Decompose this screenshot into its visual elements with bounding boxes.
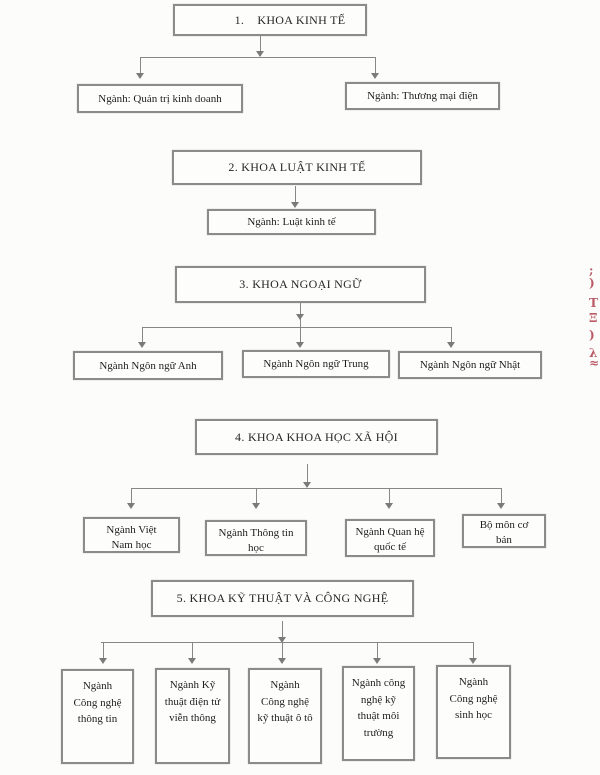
connector-line	[101, 642, 474, 643]
nganh-label: Ngành Ngôn ngữ Nhật	[419, 359, 521, 371]
arrow-down-icon	[469, 658, 477, 664]
nganh-label-line: Công nghệ	[261, 695, 309, 708]
khoa-1-box	[173, 4, 367, 36]
connector-line	[389, 488, 390, 503]
nganh-label: Ngành: Quản trị kinh doanh	[98, 92, 222, 105]
connector-line	[142, 327, 143, 342]
nganh-label: Ngành Ngôn ngữ Trung	[263, 358, 369, 370]
nganh-luat-kinh-te-box	[207, 209, 376, 235]
arrow-down-icon	[188, 658, 196, 664]
arrow-down-icon	[371, 73, 379, 79]
nganh-ngon-ngu-nhat-box	[398, 351, 542, 379]
khoa-5-title: 5. KHOA KỸ THUẬT VÀ CÔNG NGHỆ	[176, 591, 389, 605]
connector-line	[282, 621, 283, 637]
khoa-5-box	[151, 580, 414, 617]
arrow-down-icon	[136, 73, 144, 79]
nganh-label-line: Nam học	[111, 539, 152, 551]
arrow-down-icon	[138, 342, 146, 348]
arrow-down-icon	[252, 503, 260, 509]
connector-line	[103, 642, 104, 658]
nganh-label: Ngành: Thương mại điện	[367, 90, 478, 102]
connector-line	[131, 488, 132, 503]
red-margin-annotation: )	[589, 328, 595, 342]
connector-line	[451, 327, 452, 342]
khoa-2-box	[172, 150, 422, 185]
nganh-label-line: Ngành Kỹ	[169, 679, 216, 691]
nganh-cong-nghe-thong-tin-box	[61, 669, 134, 764]
nganh-label-line: học	[248, 542, 264, 554]
nganh-ngon-ngu-trung-box	[242, 350, 390, 378]
nganh-cong-nghe-ky-thuat-moi-truong-box	[342, 666, 415, 761]
khoa-3-title: 3. KHOA NGOẠI NGỮ	[239, 277, 362, 291]
connector-line	[377, 642, 378, 658]
nganh-label: Ngành: Luật kinh tế	[247, 216, 336, 228]
arrow-down-icon	[99, 658, 107, 664]
red-margin-annotation: ≈	[589, 356, 600, 370]
nganh-label-line: bản	[496, 534, 512, 546]
red-margin-annotation: Ξ	[589, 311, 598, 325]
red-margin-annotation: T	[589, 296, 598, 310]
connector-line	[192, 642, 193, 658]
arrow-down-icon	[278, 658, 286, 664]
nganh-label-line: Ngành	[270, 679, 300, 691]
red-margin-annotation: )	[589, 276, 595, 290]
arrow-down-icon	[373, 658, 381, 664]
arrow-down-icon	[127, 503, 135, 509]
connector-line	[282, 642, 283, 658]
connector-line	[256, 488, 257, 503]
connector-line	[140, 57, 141, 73]
connector-line	[307, 464, 308, 482]
nganh-ngon-ngu-anh-box	[73, 351, 223, 380]
arrow-down-icon	[291, 202, 299, 208]
nganh-label-line: trường	[363, 726, 394, 739]
nganh-label-line: Ngành công	[351, 677, 406, 689]
nganh-label-line: quốc tế	[373, 541, 407, 553]
connector-line	[142, 327, 451, 328]
nganh-thong-tin-hoc-box	[205, 520, 307, 556]
connector-line	[300, 327, 301, 342]
arrow-down-icon	[296, 314, 304, 320]
nganh-label-line: Ngành Quan hệ	[355, 526, 425, 538]
red-margin-annotation: ;	[589, 263, 594, 277]
arrow-down-icon	[296, 342, 304, 348]
nganh-label-line: thuật môi	[357, 710, 400, 722]
connector-line	[473, 642, 474, 658]
connector-line	[501, 488, 502, 503]
bo-mon-co-ban-box	[462, 514, 546, 548]
nganh-label-line: sinh học	[455, 709, 492, 721]
khoa-4-box	[195, 419, 438, 455]
nganh-label-line: nghệ kỹ	[360, 693, 397, 706]
connector-line	[295, 186, 296, 202]
nganh-thuong-mai-dien-box	[345, 82, 500, 110]
connector-line	[131, 488, 501, 489]
khoa-1-title: 1. KHOA KINH TẾ	[234, 12, 346, 27]
nganh-label-line: Ngành	[82, 680, 113, 692]
nganh-label-line: Ngành	[458, 676, 489, 688]
khoa-2-title: 2. KHOA LUẬT KINH TẾ	[228, 160, 366, 174]
nganh-label-line: Ngành Thông tin	[218, 527, 294, 539]
nganh-ky-thuat-dien-tu-vien-thong-box	[155, 668, 230, 764]
nganh-cong-nghe-ky-thuat-o-to-box	[248, 668, 322, 764]
red-margin-annotation: λ	[589, 346, 598, 360]
nganh-viet-nam-hoc-box	[83, 517, 180, 553]
nganh-label-line: thông tin	[77, 713, 118, 725]
arrow-down-icon	[497, 503, 505, 509]
nganh-label-line: Bộ môn cơ	[479, 519, 529, 531]
nganh-label-line: Công nghệ	[449, 692, 498, 705]
nganh-cong-nghe-sinh-hoc-box	[436, 665, 511, 759]
connector-line	[140, 57, 375, 58]
nganh-quan-tri-kinh-doanh-box	[77, 84, 243, 113]
nganh-label-line: kỹ thuật ô tô	[257, 712, 313, 724]
arrow-down-icon	[447, 342, 455, 348]
nganh-label-line: viễn thông	[169, 712, 216, 724]
nganh-label: Ngành Ngôn ngữ Anh	[99, 359, 197, 372]
nganh-label-line: Ngành Việt	[106, 524, 157, 536]
khoa-3-box	[175, 266, 426, 303]
nganh-label-line: Công nghệ	[73, 696, 122, 709]
nganh-label-line: thuật điện tử	[164, 695, 221, 708]
nganh-quan-he-quoc-te-box	[345, 519, 435, 557]
khoa-4-title: 4. KHOA KHOA HỌC XÃ HỘI	[235, 429, 398, 444]
arrow-down-icon	[385, 503, 393, 509]
connector-line	[375, 57, 376, 73]
